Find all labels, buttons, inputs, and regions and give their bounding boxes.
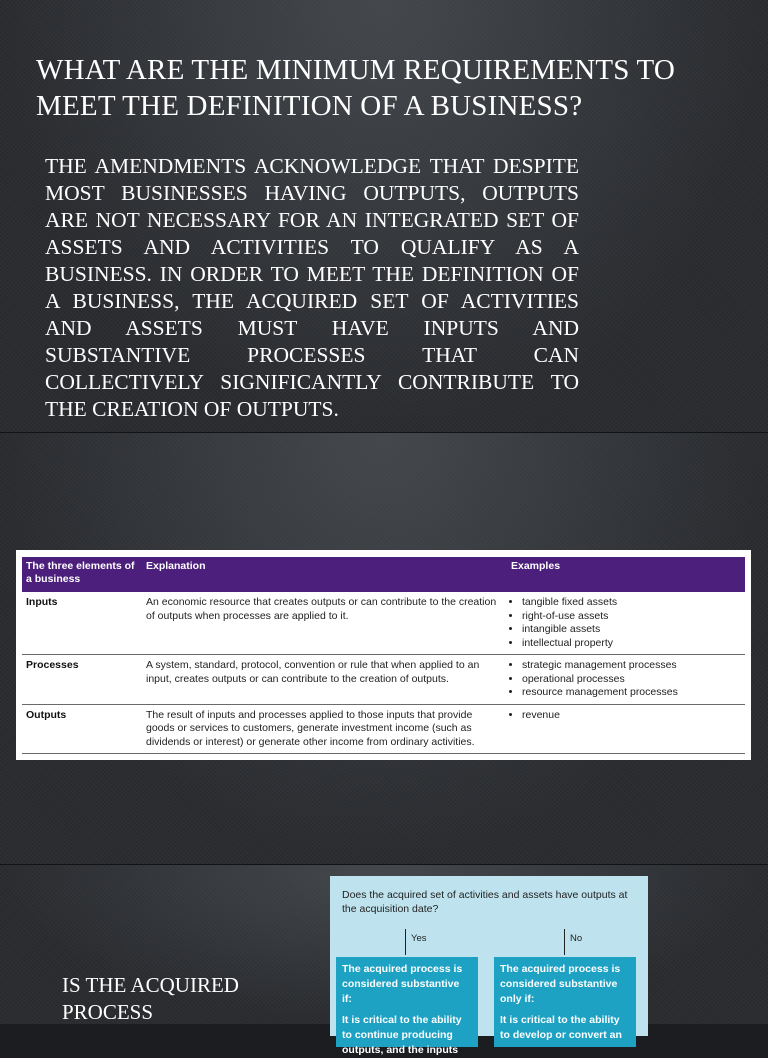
- flow-question: Does the acquired set of activities and assets have outputs at the acquisition date?: [342, 889, 628, 915]
- table-row: [22, 592, 745, 655]
- no-box-text: It is critical to the ability to develop or convert an: [500, 1014, 622, 1041]
- example-item: • tangible fixed assets: [522, 596, 741, 610]
- example-item: • operational processes: [522, 673, 741, 687]
- yes-box-text: It is critical to the ability to continue producing outputs, and the inputs: [342, 1014, 462, 1056]
- row-examples: [507, 704, 745, 754]
- row-explanation: The result of inputs and processes applied to those inputs that provide goods or services to customers, generate investment income (such as dividends or interest) or generate other income from ordinary activities.: [142, 704, 507, 754]
- row-element: Processes: [22, 655, 142, 705]
- slide-1: [0, 0, 768, 433]
- table-header-row: [22, 557, 745, 592]
- business-elements-table: [16, 550, 751, 760]
- slide-body-text: THE AMENDMENTS ACKNOWLEDGE THAT DESPITE MOST BUSINESSES HAVING OUTPUTS, OUTPUTS ARE NOT NECESSARY FOR AN INTEGRATED SET OF ASSETS AND ACTIVITIES TO QUALIFY AS A BUSINESS. IN ORDER TO MEET THE DEFINITION OF A BUSINESS, THE ACQUIRED SET OF ACTIVITIES AND ASSETS MUST HAVE INPUTS AND SUBSTANTIVE PROCESSES THAT CAN COLLECTIVELY SIGNIFICANTLY CONTRIBUTE TO THE CREATION OF OUTPUTS.: [45, 154, 579, 421]
- slide-title: WHAT ARE THE MINIMUM REQUIREMENTS TO MEET THE DEFINITION OF A BUSINESS?: [36, 54, 676, 122]
- table-row: [22, 655, 745, 705]
- elements-table: [22, 557, 745, 754]
- header-elements: The three elements of a business: [22, 557, 142, 592]
- no-outcome-box: [494, 957, 636, 1047]
- example-item: • intangible assets: [522, 623, 741, 637]
- yes-label: Yes: [411, 933, 427, 944]
- example-item: • strategic management processes: [522, 659, 741, 673]
- row-examples: [507, 592, 745, 655]
- yes-branch-line: [405, 929, 406, 955]
- row-explanation: An economic resource that creates outputs or can contribute to the creation of outputs when processes are applied to it.: [142, 592, 507, 655]
- row-explanation: A system, standard, protocol, convention or rule that when applied to an input, creates outputs or can contribute to the creation of outputs.: [142, 655, 507, 705]
- yes-outcome-box: [336, 957, 478, 1056]
- substantive-process-flowchart: [330, 876, 648, 1056]
- example-item: • revenue: [522, 709, 741, 723]
- no-branch-line: [564, 929, 565, 955]
- slide-3-title: IS THE ACQUIRED PROCESS: [62, 973, 239, 1024]
- table-row: [22, 704, 745, 754]
- header-explanation: Explanation: [142, 557, 507, 592]
- row-examples: [507, 655, 745, 705]
- slide-3: [0, 865, 768, 1056]
- row-element: Outputs: [22, 704, 142, 754]
- example-item: • right-of-use assets: [522, 610, 741, 624]
- example-item: • resource management processes: [522, 686, 741, 700]
- no-label: No: [570, 933, 583, 944]
- example-item: • intellectual property: [522, 637, 741, 651]
- yes-box-heading: The acquired process is considered substantive if:: [342, 963, 463, 1005]
- slide-2: [0, 433, 768, 865]
- row-element: Inputs: [22, 592, 142, 655]
- no-box-heading: The acquired process is considered substantive only if:: [500, 963, 621, 1005]
- header-examples: Examples: [507, 557, 745, 592]
